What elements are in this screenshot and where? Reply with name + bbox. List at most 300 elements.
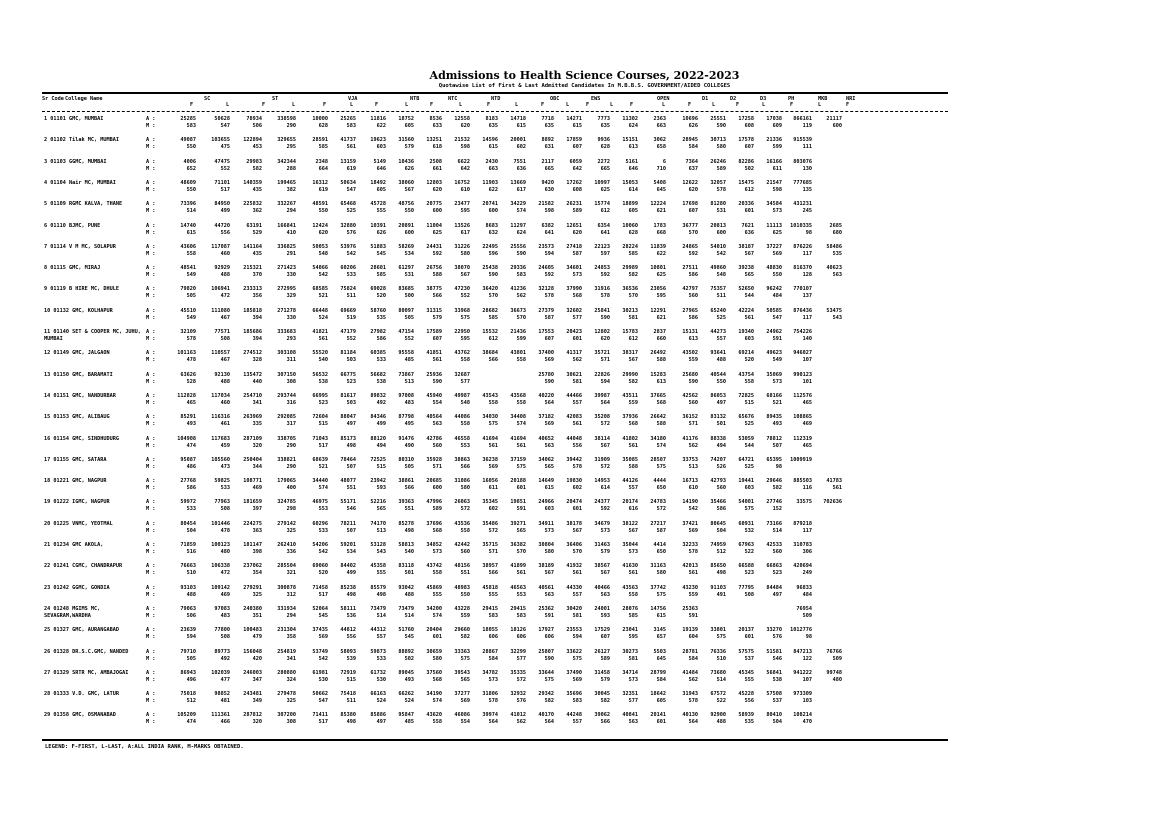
rank-cell: 420694 (793, 563, 812, 570)
rank-cell: 37421 (682, 520, 698, 527)
marks-cell: 499 (346, 570, 356, 577)
rank-cell: 117683 (211, 435, 230, 442)
rank-cell: 254819 (277, 648, 296, 655)
rank-cell: 26231 (566, 201, 582, 208)
rank-cell: 21582 (538, 201, 554, 208)
rank-cell: 32351 (622, 691, 638, 698)
rank-cell: 55520 (312, 350, 328, 357)
marks-cell: 646 (628, 165, 638, 172)
rank-cell: 37435 (312, 627, 328, 634)
table-row (0, 244, 1169, 261)
marks-cell: 624 (516, 229, 526, 236)
rank-cell: 60931 (738, 520, 754, 527)
rank-cell: 45940 (426, 392, 442, 399)
rank-cell: 40564 (426, 414, 442, 421)
rank-label: A : (146, 414, 156, 421)
marks-cell: 587 (656, 527, 666, 534)
marks-cell: 111 (802, 144, 812, 151)
rank-cell: 112319 (793, 435, 812, 442)
rank-cell: 52216 (370, 499, 386, 506)
marks-cell: 550 (186, 144, 196, 151)
marks-cell: 558 (516, 357, 526, 364)
marks-cell: 631 (544, 144, 554, 151)
marks-cell: 566 (460, 463, 470, 470)
rank-cell: 39987 (594, 392, 610, 399)
rank-cell: 47230 (454, 286, 470, 293)
marks-cell: 556 (346, 634, 356, 641)
marks-cell: 542 (318, 549, 328, 555)
rank-cell: 14756 (650, 605, 666, 612)
marks-cell: 567 (600, 442, 610, 449)
marks-cell: 605 (404, 123, 414, 129)
marks-cell: 596 (488, 250, 498, 257)
rank-cell: 85238 (340, 584, 356, 591)
rank-cell: 18752 (398, 116, 414, 122)
rank-cell: 23477 (454, 201, 470, 208)
rank-cell: 41821 (312, 329, 328, 335)
rank-cell: 35085 (622, 456, 638, 463)
marks-cell: 566 (404, 485, 414, 492)
rank-cell: 71859 (180, 542, 196, 548)
rank-cell: 30659 (426, 648, 442, 655)
table-row (0, 159, 1169, 176)
rank-cell: 10436 (398, 158, 414, 165)
marks-cell: 575 (572, 655, 582, 662)
marks-cell: 577 (628, 698, 638, 705)
header-sub-last: L (292, 102, 296, 108)
table-bottom-rule (42, 739, 948, 741)
rank-cell: 32602 (566, 307, 582, 314)
marks-cell: 497 (716, 399, 726, 406)
rank-cell: 29415 (482, 605, 498, 612)
marks-cell: 619 (346, 165, 356, 172)
marks-cell: 557 (628, 485, 638, 492)
rank-cell: 72604 (312, 414, 328, 421)
marks-cell: 601 (572, 336, 582, 342)
marks-cell: 556 (572, 442, 582, 449)
rank-cell: 31226 (454, 243, 470, 250)
marks-cell: 295 (286, 144, 296, 151)
rank-cell: 34679 (594, 520, 610, 527)
rank-cell: 135472 (243, 371, 262, 378)
rank-cell: 803076 (793, 158, 812, 165)
marks-cell: 625 (432, 229, 442, 236)
marks-cell: 523 (318, 399, 328, 406)
marks-cell: 107 (802, 676, 812, 683)
marks-cell: 509 (832, 655, 842, 662)
marks-cell: 290 (286, 442, 296, 449)
marks-cell: 588 (432, 272, 442, 279)
marks-cell: 546 (346, 506, 356, 513)
rank-label: A : (146, 669, 156, 676)
marks-cell: 495 (404, 421, 414, 428)
rank-cell: 65468 (340, 201, 356, 208)
rank-cell: 83118 (398, 563, 414, 570)
marks-cell: 569 (544, 357, 554, 364)
marks-cell: 130 (802, 165, 812, 172)
table-row (0, 627, 1169, 644)
marks-cell: 607 (432, 336, 442, 342)
rank-cell: 34440 (312, 478, 328, 485)
marks-cell: 533 (186, 506, 196, 513)
marks-cell: 575 (544, 676, 554, 683)
rank-cell: 40652 (538, 435, 554, 442)
marks-cell: 490 (404, 442, 414, 449)
marks-cell: 467 (220, 314, 230, 321)
rank-cell: 52650 (738, 286, 754, 293)
header-group-d3: D3 (760, 96, 767, 102)
rank-cell: 56841 (766, 669, 782, 676)
marks-cell: 575 (744, 506, 754, 513)
marks-cell: 320 (252, 719, 262, 726)
marks-label: M : (146, 186, 156, 193)
rank-cell: 59825 (214, 478, 230, 485)
rank-cell: 53749 (312, 648, 328, 655)
rank-cell: 81617 (340, 392, 356, 399)
table-row (0, 457, 1169, 474)
rank-cell: 81280 (710, 201, 726, 208)
marks-cell: 567 (744, 250, 754, 257)
marks-cell: 533 (376, 357, 386, 364)
marks-cell: 620 (432, 186, 442, 193)
marks-cell: 474 (186, 442, 196, 449)
marks-cell: 586 (186, 485, 196, 492)
table-row (0, 137, 1169, 154)
marks-cell: 363 (252, 527, 262, 534)
rank-cell: 72919 (340, 669, 356, 676)
marks-cell: 533 (318, 527, 328, 534)
marks-cell: 605 (628, 208, 638, 215)
marks-cell: 461 (220, 421, 230, 428)
header-group-ph: PH (788, 96, 795, 102)
marks-cell: 517 (318, 591, 328, 598)
marks-cell: 561 (744, 314, 754, 321)
header-sub-last: L (405, 102, 409, 108)
marks-cell: 575 (488, 421, 498, 428)
rank-cell: 98852 (214, 691, 230, 698)
marks-cell: 554 (460, 719, 470, 726)
rank-label: A : (146, 456, 156, 463)
rank-cell: 43536 (454, 520, 470, 527)
marks-cell: 652 (186, 165, 196, 172)
marks-cell: 577 (516, 655, 526, 662)
rank-cell: 25841 (594, 307, 610, 314)
marks-cell: 568 (572, 293, 582, 300)
marks-cell: 491 (716, 591, 726, 598)
marks-cell: 626 (688, 123, 698, 129)
marks-cell: 583 (516, 612, 526, 619)
marks-label: M : (146, 399, 156, 406)
marks-cell: 320 (252, 442, 262, 449)
marks-cell: 578 (488, 698, 498, 705)
marks-cell: 557 (572, 719, 582, 726)
marks-cell: 550 (772, 272, 782, 279)
rank-cell: 39442 (566, 456, 582, 463)
rank-cell: 287812 (243, 712, 262, 719)
rank-cell: 199465 (277, 179, 296, 186)
marks-cell: 382 (286, 186, 296, 193)
marks-cell: 560 (716, 485, 726, 492)
marks-cell: 603 (544, 506, 554, 513)
college-name: 12 01149 GMC, JALGAON (44, 350, 110, 357)
header-sub-last: L (566, 102, 570, 108)
rank-cell: 338705 (277, 435, 296, 442)
marks-cell: 590 (716, 123, 726, 129)
marks-cell: 585 (628, 612, 638, 619)
marks-cell: 585 (488, 314, 498, 321)
marks-cell: 485 (404, 719, 414, 726)
marks-cell: 625 (656, 272, 666, 279)
rank-cell: 20404 (426, 627, 442, 634)
marks-label: M : (146, 698, 156, 705)
rank-cell: 31909 (594, 456, 610, 463)
marks-cell: 558 (460, 421, 470, 428)
marks-cell: 567 (628, 527, 638, 534)
rank-cell: 61297 (398, 265, 414, 272)
rank-cell: 35069 (766, 371, 782, 378)
marks-cell: 535 (376, 314, 386, 321)
rank-cell: 77800 (214, 627, 230, 634)
rank-cell: 24431 (426, 243, 442, 250)
marks-cell: 580 (460, 485, 470, 492)
marks-cell: 594 (572, 634, 582, 641)
rank-cell: 946027 (793, 350, 812, 357)
rank-cell: 307200 (277, 712, 296, 719)
rank-label: A : (146, 392, 156, 399)
rank-cell: 215321 (243, 265, 262, 272)
marks-cell: 245 (802, 208, 812, 215)
marks-cell: 604 (688, 634, 698, 641)
rank-cell: 32299 (510, 648, 526, 655)
marks-cell: 567 (628, 357, 638, 364)
marks-cell: 579 (600, 549, 610, 555)
rank-cell: 17262 (566, 179, 582, 186)
rank-cell: 250404 (243, 456, 262, 463)
rank-cell: 56682 (370, 371, 386, 378)
rank-cell: 116316 (211, 414, 230, 421)
marks-cell: 294 (286, 208, 296, 215)
rank-cell: 45228 (738, 691, 754, 698)
marks-label: M : (146, 655, 156, 662)
marks-cell: 585 (376, 272, 386, 279)
marks-cell: 517 (220, 186, 230, 193)
rank-cell: 34601 (566, 265, 582, 272)
marks-cell: 605 (656, 698, 666, 705)
rank-cell: 1009919 (790, 456, 812, 463)
rank-cell: 41932 (566, 563, 582, 570)
rank-cell: 6 (662, 158, 666, 165)
rank-cell: 40841 (622, 712, 638, 719)
rank-cell: 38114 (594, 435, 610, 442)
marks-cell: 562 (516, 719, 526, 726)
college-name: 10 01132 GMC, KOLHAPUR (44, 307, 113, 314)
rank-cell: 32128 (538, 286, 554, 293)
rank-cell: 105209 (177, 712, 196, 719)
rank-cell: 17698 (682, 201, 698, 208)
rank-cell: 12651 (566, 222, 582, 229)
rank-label: A : (146, 201, 156, 208)
rank-cell: 34180 (650, 435, 666, 442)
rank-cell: 46086 (454, 712, 470, 719)
marks-cell: 555 (432, 591, 442, 598)
rank-cell: 12224 (650, 201, 666, 208)
rank-cell: 53976 (340, 243, 356, 250)
rank-cell: 50053 (312, 243, 328, 250)
marks-cell: 563 (832, 272, 842, 279)
rank-cell: 89832 (370, 392, 386, 399)
marks-label: M : (146, 144, 156, 151)
marks-cell: 630 (544, 186, 554, 193)
rank-cell: 80410 (766, 712, 782, 719)
rank-cell: 69214 (738, 350, 754, 357)
rank-cell: 41783 (826, 478, 842, 485)
rank-cell: 34714 (622, 669, 638, 676)
rank-cell: 30420 (566, 605, 582, 612)
rank-label: A : (146, 627, 156, 634)
marks-cell: 601 (744, 634, 754, 641)
marks-cell: 612 (744, 186, 754, 193)
rank-cell: 243481 (243, 691, 262, 698)
marks-cell: 358 (286, 634, 296, 641)
rank-cell: 33801 (710, 627, 726, 634)
marks-cell: 507 (772, 442, 782, 449)
marks-cell: 665 (600, 165, 610, 172)
marks-cell: 581 (572, 612, 582, 619)
marks-cell: 591 (772, 336, 782, 342)
marks-cell: 561 (318, 336, 328, 342)
rank-cell: 39238 (738, 265, 754, 272)
marks-cell: 602 (572, 485, 582, 492)
marks-cell: 591 (544, 612, 554, 619)
rank-cell: 11839 (650, 243, 666, 250)
college-name: 8 01115 GMC, MIRAJ (44, 265, 101, 272)
rank-cell: 14271 (566, 116, 582, 122)
marks-cell: 628 (318, 123, 328, 129)
marks-cell: 555 (376, 208, 386, 215)
rank-cell: 43502 (682, 350, 698, 357)
rank-cell: 49860 (710, 265, 726, 272)
rank-cell: 79820 (180, 286, 196, 293)
rank-cell: 38060 (398, 179, 414, 186)
marks-cell: 475 (220, 144, 230, 151)
rank-cell: 49087 (180, 137, 196, 144)
marks-cell: 558 (628, 591, 638, 598)
table-row (0, 563, 1169, 580)
marks-cell: 498 (346, 442, 356, 449)
marks-label: M : (146, 634, 156, 641)
marks-cell: 585 (628, 250, 638, 257)
rank-cell: 12291 (650, 307, 666, 314)
marks-cell: 561 (628, 442, 638, 449)
rank-cell: 89773 (214, 648, 230, 655)
rank-cell: 73479 (370, 605, 386, 612)
rank-cell: 24783 (650, 499, 666, 506)
marks-cell: 483 (220, 612, 230, 619)
marks-cell: 569 (772, 250, 782, 257)
marks-cell: 465 (802, 442, 812, 449)
rank-cell: 99748 (826, 669, 842, 676)
rank-cell: 816370 (793, 265, 812, 272)
marks-cell: 563 (600, 591, 610, 598)
rank-cell: 117034 (211, 392, 230, 399)
rank-cell: 4414 (653, 542, 666, 548)
rank-cell: 89045 (398, 669, 414, 676)
marks-label: M : (146, 314, 156, 321)
rank-cell: 55171 (340, 499, 356, 506)
rank-cell: 25265 (340, 116, 356, 122)
rank-cell: 37400 (538, 350, 554, 357)
marks-cell: 573 (544, 527, 554, 534)
marks-cell: 567 (572, 527, 582, 534)
marks-cell: 589 (432, 506, 442, 513)
rank-cell: 72825 (738, 392, 754, 399)
rank-cell: 48756 (398, 201, 414, 208)
rank-cell: 181147 (243, 542, 262, 548)
rank-label: A : (146, 478, 156, 485)
marks-cell: 600 (832, 123, 842, 129)
marks-cell: 564 (544, 399, 554, 406)
rank-cell: 44812 (340, 627, 356, 634)
marks-cell: 620 (318, 229, 328, 236)
rank-cell: 279291 (243, 584, 262, 591)
marks-cell: 619 (318, 186, 328, 193)
rank-cell: 279142 (277, 520, 296, 527)
rank-cell: 43762 (454, 350, 470, 357)
marks-cell: 590 (432, 378, 442, 385)
rank-cell: 86053 (710, 392, 726, 399)
marks-cell: 354 (252, 570, 262, 577)
rank-cell: 48609 (180, 179, 196, 186)
marks-cell: 603 (744, 485, 754, 492)
rank-cell: 49987 (454, 392, 470, 399)
rank-cell: 20188 (510, 478, 526, 485)
marks-cell: 525 (744, 421, 754, 428)
marks-cell: 646 (376, 165, 386, 172)
rank-cell: 48541 (180, 265, 196, 272)
marks-cell: 622 (488, 186, 498, 193)
rank-cell: 20336 (738, 201, 754, 208)
marks-cell: 504 (716, 527, 726, 534)
rank-label: A : (146, 435, 156, 442)
marks-cell: 661 (432, 165, 442, 172)
marks-label: M : (146, 485, 156, 492)
marks-cell: 579 (600, 676, 610, 683)
rank-cell: 79063 (180, 605, 196, 612)
rank-cell: 15532 (482, 329, 498, 335)
marks-cell: 548 (318, 250, 328, 257)
rank-cell: 66863 (766, 563, 782, 570)
rank-label: A : (146, 691, 156, 698)
rank-cell: 300878 (277, 584, 296, 591)
marks-cell: 595 (628, 634, 638, 641)
rank-cell: 15774 (594, 201, 610, 208)
rank-cell: 4444 (653, 478, 666, 485)
marks-cell: 641 (544, 229, 554, 236)
rank-cell: 78934 (246, 116, 262, 122)
marks-cell: 556 (744, 698, 754, 705)
rank-cell: 19139 (682, 627, 698, 634)
rank-cell: 876226 (793, 243, 812, 250)
rank-cell: 54001 (738, 499, 754, 506)
marks-cell: 330 (286, 314, 296, 321)
marks-cell: 591 (688, 612, 698, 619)
rank-cell: 27746 (766, 499, 782, 506)
rank-cell: 20137 (738, 627, 754, 634)
rank-cell: 77571 (214, 329, 230, 335)
college-name: 22 01241 CGMC, CHANDRAPUR (44, 563, 123, 570)
header-sub-last: L (459, 102, 463, 108)
marks-cell: 493 (404, 676, 414, 683)
